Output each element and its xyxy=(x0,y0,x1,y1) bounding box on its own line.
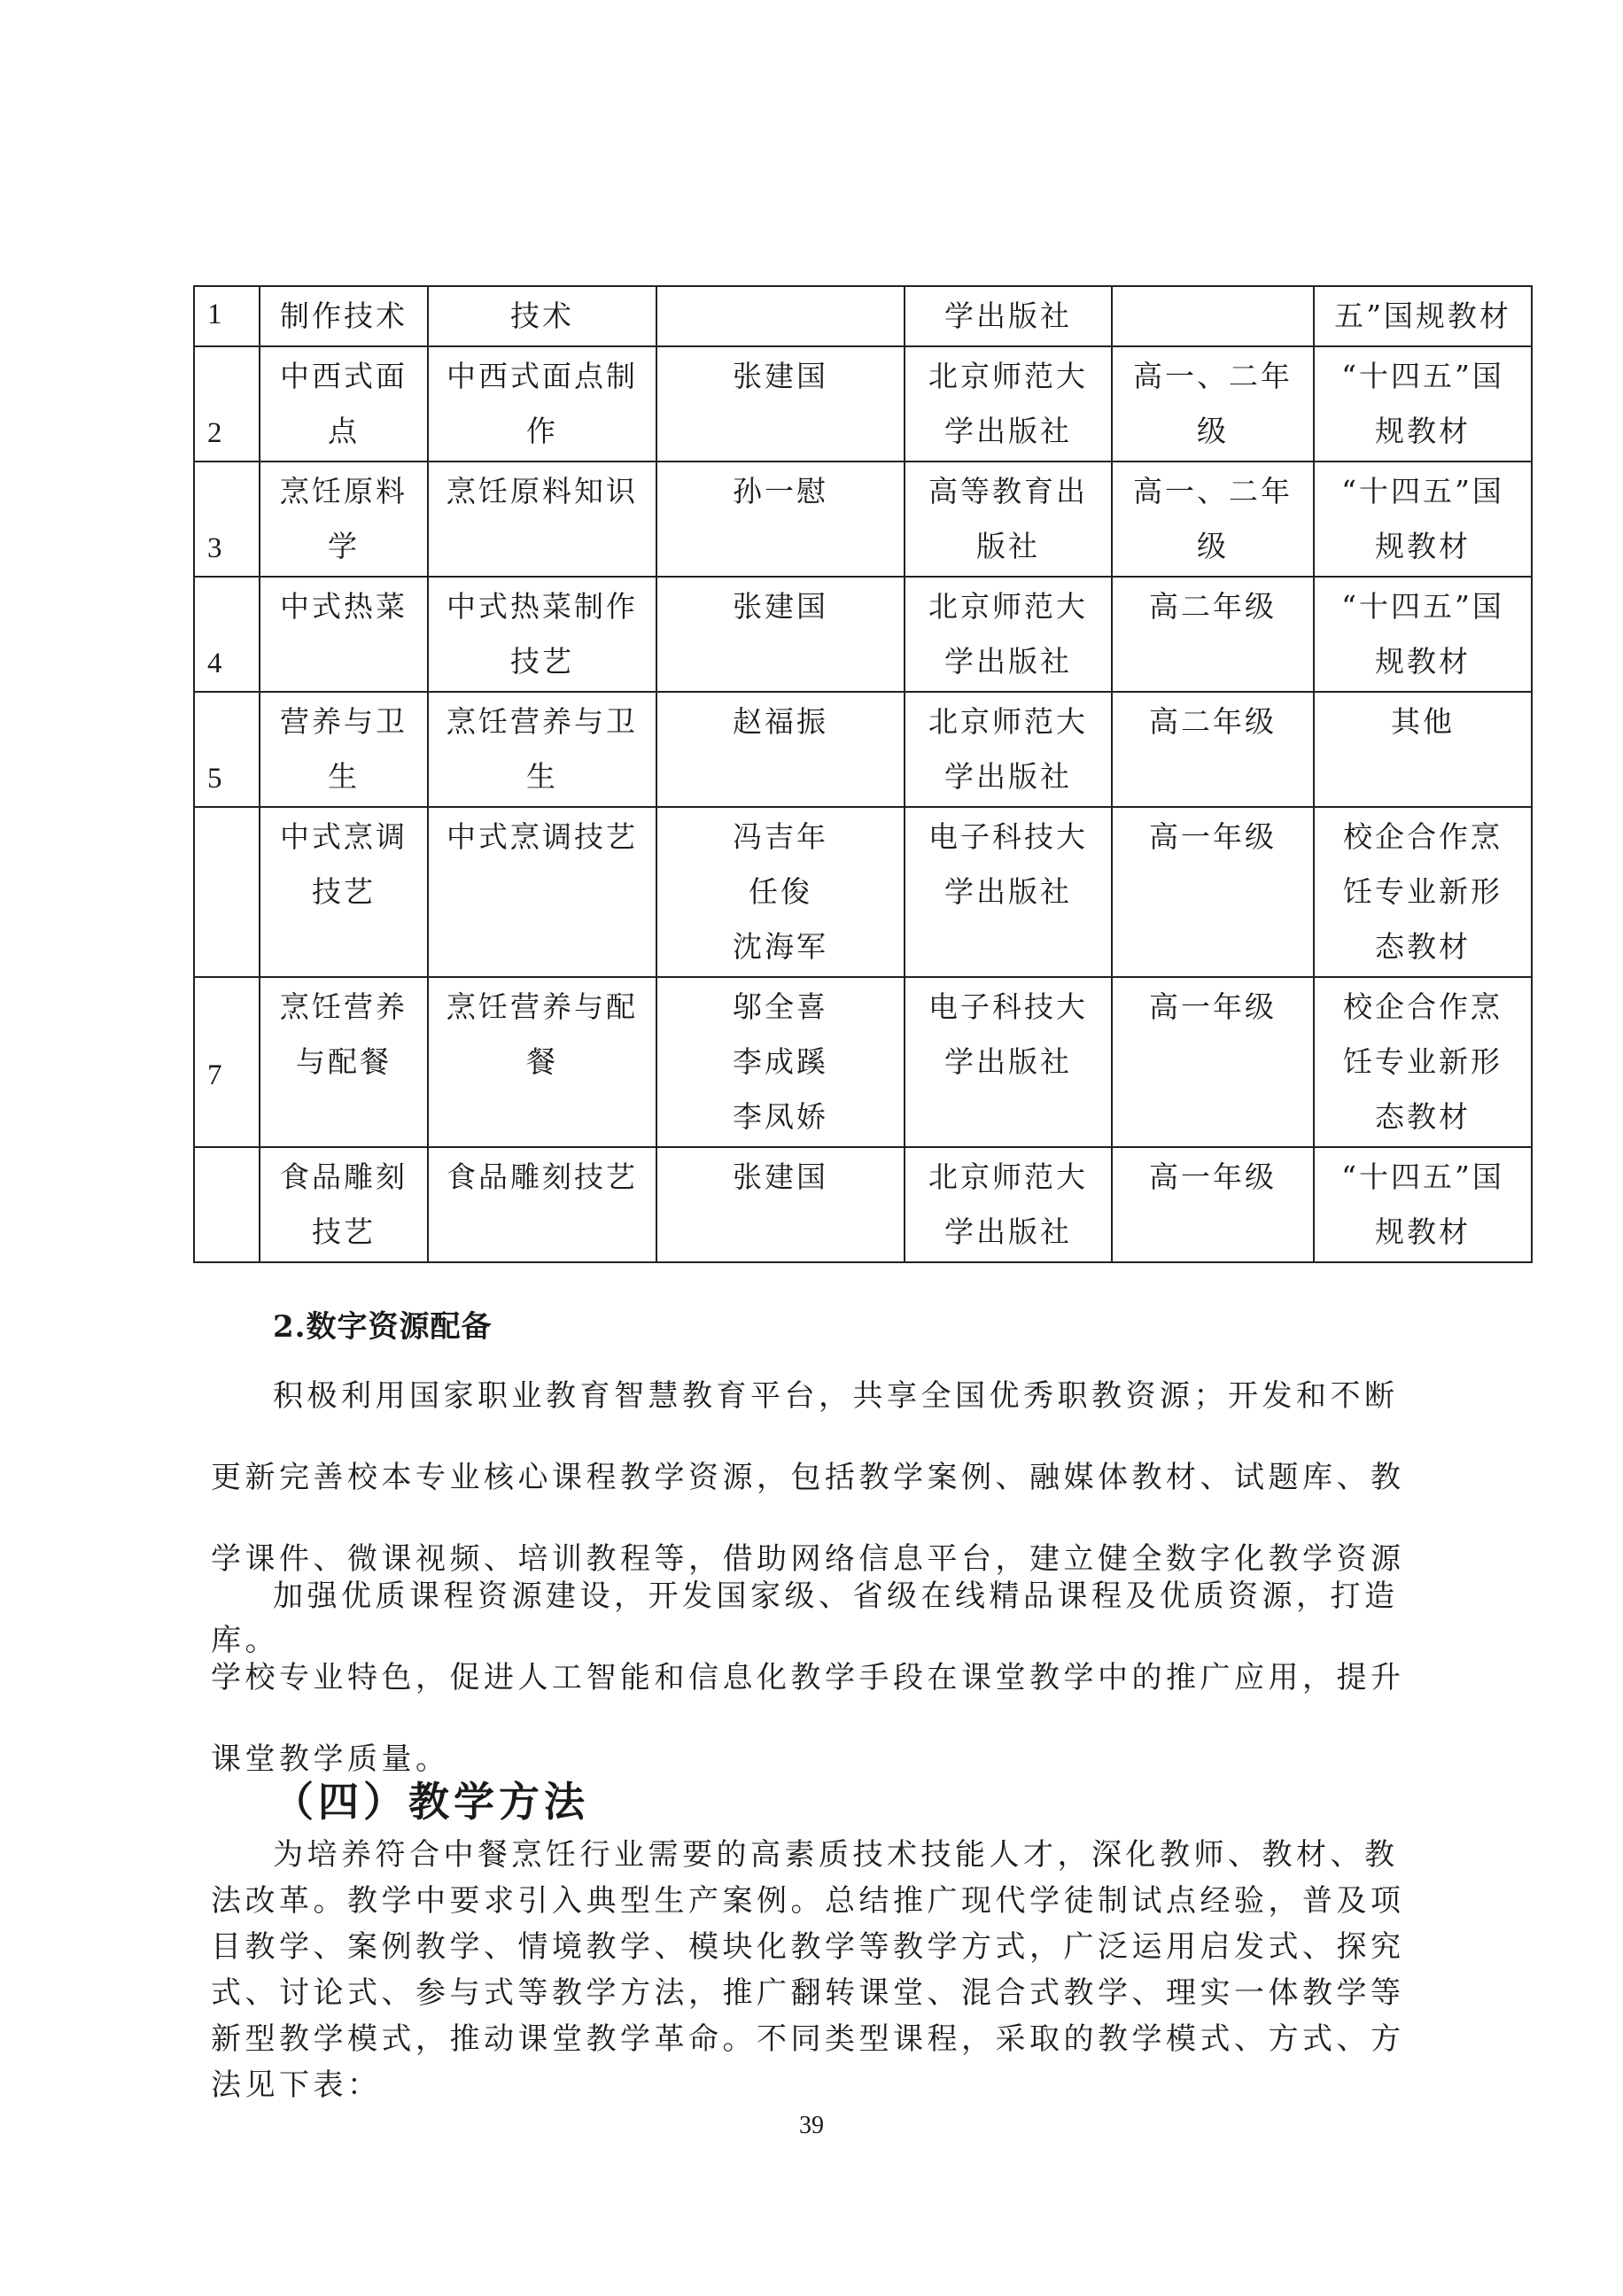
cell-line: 烹饪营养与配 xyxy=(447,989,638,1024)
grade-cell xyxy=(1112,577,1314,692)
cell-line: 与配餐 xyxy=(296,1044,392,1079)
cell-line: 高一年级 xyxy=(1149,819,1277,854)
cell-line: 北京师范大 xyxy=(928,704,1088,739)
row-number-cell: 4 xyxy=(194,577,260,692)
grade-cell xyxy=(1112,977,1314,1147)
cell-line: 态教材 xyxy=(1375,929,1471,964)
row-number-cell: 3 xyxy=(194,462,260,577)
cell-line: 赵福振 xyxy=(733,704,828,739)
grade-cell xyxy=(1112,692,1314,807)
course-cell xyxy=(260,692,428,807)
cell-line: 规教材 xyxy=(1375,1214,1471,1249)
type-cell xyxy=(1314,692,1532,807)
cell-line: 烹饪原料知识 xyxy=(447,474,638,508)
cell-line: 级 xyxy=(1197,414,1229,448)
cell-line: 冯吉年 xyxy=(733,819,828,854)
course-cell xyxy=(260,807,428,977)
editor-cell xyxy=(656,807,905,977)
publisher-cell xyxy=(905,286,1112,346)
publisher-cell xyxy=(905,977,1112,1147)
cell-line: 北京师范大 xyxy=(928,359,1088,393)
table-row xyxy=(194,462,1532,577)
cell-line: 技艺 xyxy=(312,1214,376,1249)
grade-cell xyxy=(1112,286,1314,346)
cell-line: 高一年级 xyxy=(1149,989,1277,1024)
digital-resources-paragraph-1: 积极利用国家职业教育智慧教育平台，共享全国优秀职教资源；开发和不断更新完善校本专业核心课程教学资源，包括教学案例、融媒体教材、试题库、教学课件、微课视频、培训教程等，借助网络信息平台，建立健全数字化教学资源库。 xyxy=(211,1378,1405,1658)
cell-line: 制作技术 xyxy=(280,299,408,333)
cell-line: 李凤娇 xyxy=(733,1099,828,1134)
cell-line: 技艺 xyxy=(510,644,574,679)
row-number-cell xyxy=(194,1147,260,1262)
editor-cell xyxy=(656,1147,905,1262)
cell-line: 李成蹊 xyxy=(733,1044,828,1079)
publisher-cell xyxy=(905,346,1112,462)
cell-line: 张建国 xyxy=(733,359,828,393)
cell-line: 张建国 xyxy=(733,589,828,624)
cell-line: 食品雕刻技艺 xyxy=(447,1160,638,1194)
cell-line: 生 xyxy=(526,759,558,794)
row-number-cell: 7 xyxy=(194,977,260,1147)
row-number-cell: 2 xyxy=(194,346,260,462)
cell-line: 高二年级 xyxy=(1149,589,1277,624)
textbook-cell xyxy=(428,346,656,462)
cell-line: 饪专业新形 xyxy=(1343,874,1503,909)
cell-line: 中西式面 xyxy=(280,359,408,393)
cell-line: 食品雕刻 xyxy=(280,1160,408,1194)
cell-line: 电子科技大 xyxy=(928,989,1088,1024)
cell-line: 烹饪营养 xyxy=(280,989,408,1024)
type-cell xyxy=(1314,346,1532,462)
digital-resources-heading: 2.数字资源配备 xyxy=(273,1309,493,1345)
cell-line: 饪专业新形 xyxy=(1343,1044,1503,1079)
section-title: （四）教学方法 xyxy=(273,1778,589,1826)
publisher-cell xyxy=(905,462,1112,577)
row-number-cell: 5 xyxy=(194,692,260,807)
cell-line: 学 xyxy=(328,529,360,563)
course-cell xyxy=(260,346,428,462)
cell-line: 沈海军 xyxy=(733,929,828,964)
table-row xyxy=(194,1147,1532,1262)
table-row xyxy=(194,286,1532,346)
type-cell xyxy=(1314,977,1532,1147)
course-cell xyxy=(260,286,428,346)
textbook-cell xyxy=(428,462,656,577)
cell-line: 北京师范大 xyxy=(928,1160,1088,1194)
cell-line: 级 xyxy=(1197,529,1229,563)
cell-line: 生 xyxy=(328,759,360,794)
cell-line: 中西式面点制 xyxy=(447,359,638,393)
cell-line: 规教材 xyxy=(1375,414,1471,448)
table-row xyxy=(194,346,1532,462)
cell-line: 电子科技大 xyxy=(928,819,1088,854)
publisher-cell xyxy=(905,577,1112,692)
cell-line: 学出版社 xyxy=(944,874,1072,909)
editor-cell xyxy=(656,462,905,577)
course-cell xyxy=(260,462,428,577)
textbook-table xyxy=(193,285,1533,1263)
cell-line: 中式热菜制作 xyxy=(447,589,638,624)
cell-line: 高一年级 xyxy=(1149,1160,1277,1194)
cell-line: 学出版社 xyxy=(944,414,1072,448)
cell-line: 中式烹调 xyxy=(280,819,408,854)
cell-line: 北京师范大 xyxy=(928,589,1088,624)
grade-cell xyxy=(1112,462,1314,577)
cell-line: 规教材 xyxy=(1375,644,1471,679)
cell-line: 学出版社 xyxy=(944,1214,1072,1249)
course-cell xyxy=(260,977,428,1147)
cell-line: 中式烹调技艺 xyxy=(447,819,638,854)
digital-resources-paragraph-2: 加强优质课程资源建设，开发国家级、省级在线精品课程及优质资源，打造学校专业特色，促进人工智能和信息化教学手段在课堂教学中的推广应用，提升课堂教学质量。 xyxy=(211,1578,1405,1777)
cell-line: 学出版社 xyxy=(944,644,1072,679)
cell-line: 学出版社 xyxy=(944,759,1072,794)
cell-line: 校企合作烹 xyxy=(1343,819,1503,854)
grade-cell xyxy=(1112,1147,1314,1262)
cell-line: 高一、二年 xyxy=(1133,474,1293,508)
cell-line: 其他 xyxy=(1391,704,1455,739)
editor-cell xyxy=(656,346,905,462)
cell-line: 五”国规教材 xyxy=(1334,299,1511,333)
cell-line: 技术 xyxy=(510,299,574,333)
publisher-cell xyxy=(905,807,1112,977)
type-cell xyxy=(1314,286,1532,346)
grade-cell xyxy=(1112,807,1314,977)
type-cell xyxy=(1314,462,1532,577)
table-row xyxy=(194,807,1532,977)
cell-line: 张建国 xyxy=(733,1160,828,1194)
table-row xyxy=(194,577,1532,692)
type-cell xyxy=(1314,577,1532,692)
table-row xyxy=(194,692,1532,807)
textbook-cell xyxy=(428,1147,656,1262)
cell-line: 点 xyxy=(328,414,360,448)
cell-line: 餐 xyxy=(526,1044,558,1079)
grade-cell xyxy=(1112,346,1314,462)
textbook-cell xyxy=(428,977,656,1147)
cell-line: 孙一慰 xyxy=(733,474,828,508)
textbook-cell xyxy=(428,807,656,977)
page-number: 39 xyxy=(799,2112,824,2139)
editor-cell xyxy=(656,577,905,692)
cell-line: 作 xyxy=(526,414,558,448)
publisher-cell xyxy=(905,692,1112,807)
cell-line: 营养与卫 xyxy=(280,704,408,739)
cell-line: 技艺 xyxy=(312,874,376,909)
cell-line: 烹饪原料 xyxy=(280,474,408,508)
publisher-cell xyxy=(905,1147,1112,1262)
cell-line: 学出版社 xyxy=(944,299,1072,333)
cell-line: 邬全喜 xyxy=(733,989,828,1024)
course-cell xyxy=(260,1147,428,1262)
type-cell xyxy=(1314,807,1532,977)
cell-line: 高一、二年 xyxy=(1133,359,1293,393)
cell-line: 校企合作烹 xyxy=(1343,989,1503,1024)
row-number-cell: 1 xyxy=(194,286,260,346)
cell-line: “十四五”国 xyxy=(1341,1160,1504,1194)
course-cell xyxy=(260,577,428,692)
cell-line: 态教材 xyxy=(1375,1099,1471,1134)
textbook-cell xyxy=(428,577,656,692)
editor-cell xyxy=(656,286,905,346)
row-number-cell xyxy=(194,807,260,977)
cell-line: 高二年级 xyxy=(1149,704,1277,739)
cell-line: 任俊 xyxy=(749,874,812,909)
cell-line: “十四五”国 xyxy=(1341,474,1504,508)
textbook-table-body xyxy=(194,286,1532,1262)
textbook-cell xyxy=(428,692,656,807)
editor-cell xyxy=(656,692,905,807)
cell-line: “十四五”国 xyxy=(1341,589,1504,624)
cell-line: 烹饪营养与卫 xyxy=(447,704,638,739)
teaching-methods-paragraph: 为培养符合中餐烹饪行业需要的高素质技术技能人才，深化教师、教材、教法改革。教学中要求引入典型生产案例。总结推广现代学徒制试点经验，普及项目教学、案例教学、情境教学、模块化教学等教学方式，广泛运用启发式、探究式、讨论式、参与式等教学方法，推广翻转课堂、混合式教学、理实一体教学等新型教学模式，推动课堂教学革命。不同类型课程，采取的教学模式、方式、方法见下表： xyxy=(211,1837,1405,2103)
cell-line: 中式热菜 xyxy=(280,589,408,624)
type-cell xyxy=(1314,1147,1532,1262)
textbook-cell xyxy=(428,286,656,346)
table-row xyxy=(194,977,1532,1147)
cell-line: 高等教育出 xyxy=(928,474,1088,508)
editor-cell xyxy=(656,977,905,1147)
cell-line: 版社 xyxy=(976,529,1040,563)
cell-line: 学出版社 xyxy=(944,1044,1072,1079)
cell-line: “十四五”国 xyxy=(1341,359,1504,393)
cell-line: 规教材 xyxy=(1375,529,1471,563)
